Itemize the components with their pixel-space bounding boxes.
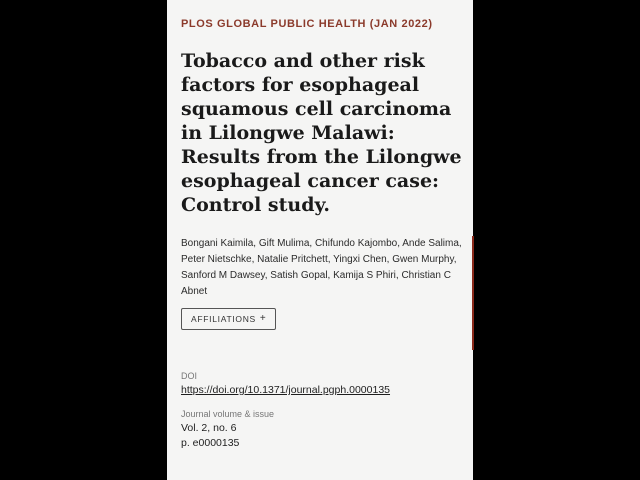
volume-issue-label: Journal volume & issue: [181, 409, 275, 419]
article-card: [167, 0, 473, 480]
affiliations-button-label: AFFILIATIONS: [191, 314, 256, 324]
doi-label: DOI: [181, 371, 198, 381]
journal-name: PLOS GLOBAL PUBLIC HEALTH (JAN 2022): [181, 18, 433, 30]
volume-issue-value: Vol. 2, no. 6: [181, 422, 237, 434]
page-number: p. e0000135: [181, 437, 240, 449]
article-title: Tobacco and other risk factors for esophageal squamous cell carcinoma in Lilongwe Malawi: Results from the Lilongwe esophageal cancer case: Control study.: [181, 50, 462, 216]
plus-icon: +: [259, 313, 267, 324]
doi-link[interactable]: https://doi.org/10.1371/journal.pgph.0000135: [181, 384, 391, 396]
scroll-indicator: [472, 236, 474, 350]
affiliations-button[interactable]: [181, 308, 276, 330]
author-list: Bongani Kaimila, Gift Mulima, Chifundo Kajombo, Ande Salima, Peter Nietschke, Natalie Pritchett, Yingxi Chen, Gwen Murphy, Sanford M Dawsey, Satish Gopal, Kamija S Phiri, Christian C Abnet: [181, 238, 462, 297]
